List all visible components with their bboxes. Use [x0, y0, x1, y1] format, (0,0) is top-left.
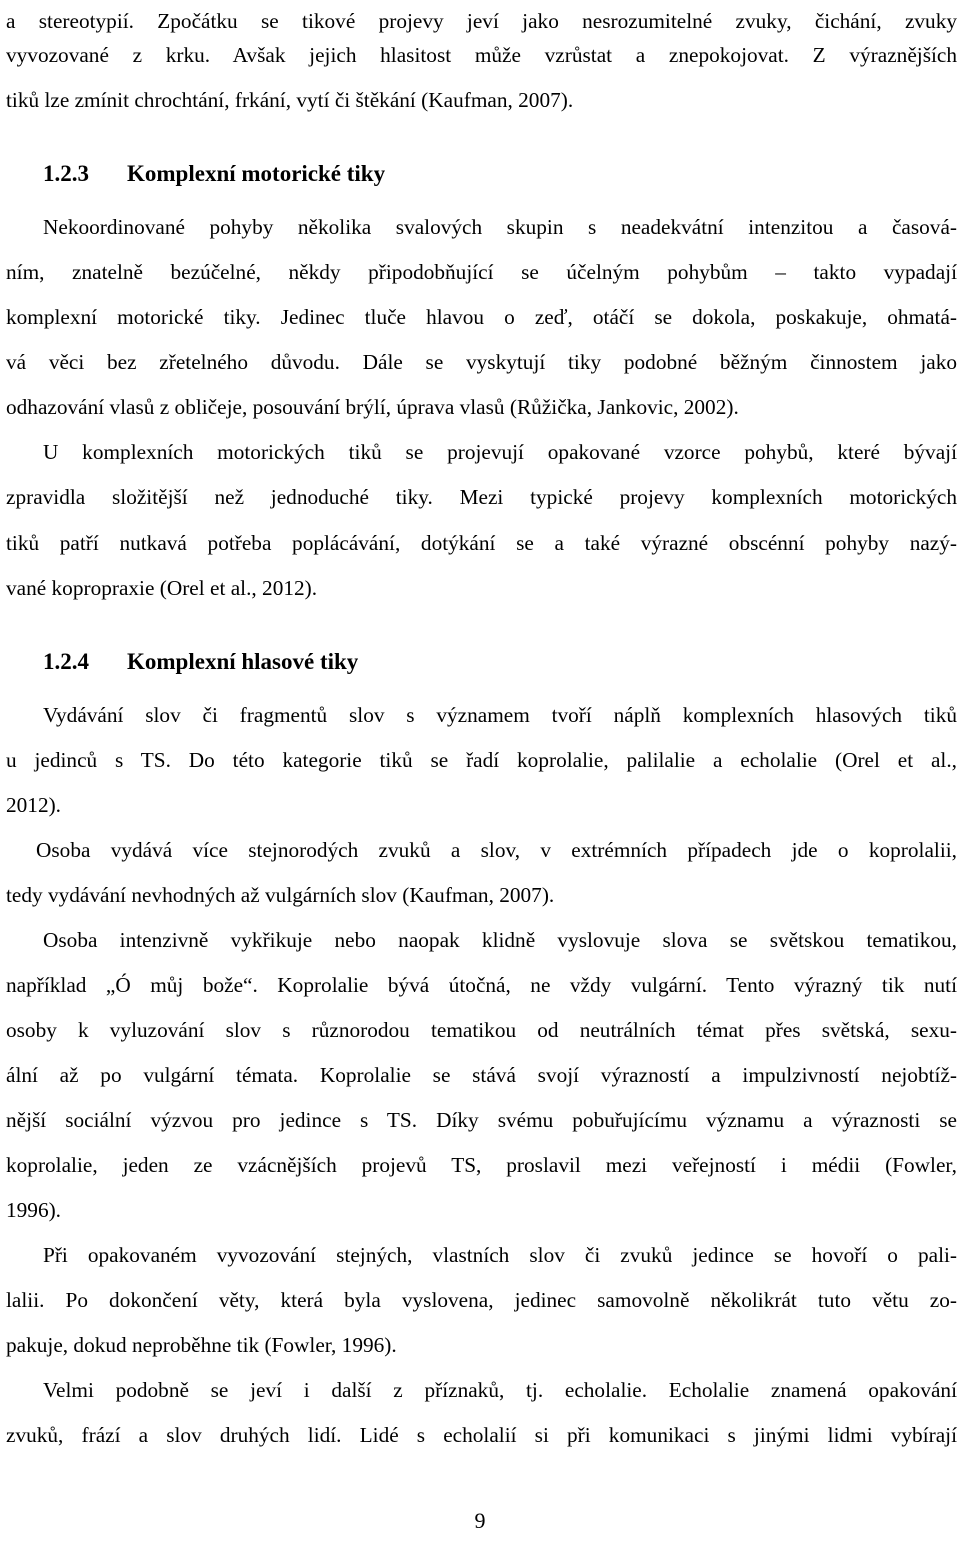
- text-line: ním, znatelně bezúčelné, někdy připodobňující se účelným pohybům – takto vypadají: [6, 260, 957, 284]
- section-number: 1.2.3: [43, 161, 89, 186]
- text-line: ální až po vulgární témata. Koprolalie se stává svojí výrazností a impulzivností nejobtíž-: [6, 1063, 957, 1087]
- text-line: tiků patří nutkavá potřeba poplácávání, dotýkání se a také výrazné obscénní pohyby nazý-: [6, 531, 957, 555]
- text-line: a stereotypií. Zpočátku se tikové projevy jeví jako nesrozumitelné zvuky, čichání, zvuky: [6, 9, 957, 33]
- text-line: osoby k vyluzování slov s různorodou tematikou od neutrálních témat přes světská, sexu-: [6, 1018, 957, 1042]
- text-line: Osoba intenzivně vykřikuje nebo naopak klidně vyslovuje slova se světskou tematikou,: [43, 928, 957, 952]
- page-number: 9: [474, 1508, 486, 1533]
- section-heading-1-2-4: [43, 640, 358, 684]
- text-line: 2012).: [6, 793, 62, 817]
- text-line: vyvozované z krku. Avšak jejich hlasitost může vzrůstat a znepokojovat. Z výraznějších: [6, 43, 957, 67]
- text-line: 1996).: [6, 1198, 62, 1222]
- text-line: Vydávání slov či fragmentů slov s významem tvoří náplň komplexních hlasových tiků: [43, 703, 957, 727]
- section-title: Komplexní motorické tiky: [127, 161, 386, 186]
- section-heading-1-2-3: [43, 152, 385, 196]
- text-line: vané kopropraxie (Orel et al., 2012).: [6, 576, 318, 600]
- text-line: Osoba vydává více stejnorodých zvuků a slov, v extrémních případech jde o koprolalii,: [36, 838, 957, 862]
- text-line: zvuků, frází a slov druhých lidí. Lidé s echolalií si při komunikaci s jinými lidmi vybírají: [6, 1423, 957, 1447]
- text-line: koprolalie, jeden ze vzácnějších projevů TS, proslavil mezi veřejností i médii (Fowler,: [6, 1153, 957, 1177]
- text-line: pakuje, dokud neproběhne tik (Fowler, 1996).: [6, 1333, 397, 1357]
- text-line: tedy vydávání nevhodných až vulgárních slov (Kaufman, 2007).: [6, 883, 555, 907]
- section-title: Komplexní hlasové tiky: [127, 649, 359, 674]
- text-line: U komplexních motorických tiků se projevují opakované vzorce pohybů, které bývají: [43, 440, 957, 464]
- text-line: odhazování vlasů z obličeje, posouvání brýlí, úprava vlasů (Růžička, Jankovic, 2002).: [6, 395, 739, 419]
- text-line: vá věci bez zřetelného důvodu. Dále se vyskytují tiky podobné běžným činnostem jako: [6, 350, 957, 374]
- text-line: Nekoordinované pohyby několika svalových skupin s neadekvátní intenzitou a časová-: [43, 215, 957, 239]
- text-line: tiků lze zmínit chrochtání, frkání, vytí či štěkání (Kaufman, 2007).: [6, 88, 574, 112]
- text-line: zpravidla složitější než jednoduché tiky. Mezi typické projevy komplexních motorických: [6, 485, 957, 509]
- text-line: nější sociální výzvou pro jedince s TS. Díky svému pobuřujícímu významu a výraznosti se: [6, 1108, 957, 1132]
- text-line: například „Ó můj bože“. Koprolalie bývá útočná, ne vždy vulgární. Tento výrazný tik nutí: [6, 973, 957, 997]
- text-line: lalii. Po dokončení věty, která byla vyslovena, jedinec samovolně několikrát tuto větu zo-: [6, 1288, 957, 1312]
- text-line: Velmi podobně se jeví i další z příznaků, tj. echolalie. Echolalie znamená opakování: [43, 1378, 957, 1402]
- text-line: u jedinců s TS. Do této kategorie tiků se řadí koprolalie, palilalie a echolalie (Orel et al.,: [6, 748, 957, 772]
- text-line: komplexní motorické tiky. Jedinec tluče hlavou o zeď, otáčí se dokola, poskakuje, ohmatá-: [6, 305, 957, 329]
- section-number: 1.2.4: [43, 649, 89, 674]
- text-line: Při opakovaném vyvozování stejných, vlastních slov či zvuků jedince se hovoří o pali-: [43, 1243, 957, 1267]
